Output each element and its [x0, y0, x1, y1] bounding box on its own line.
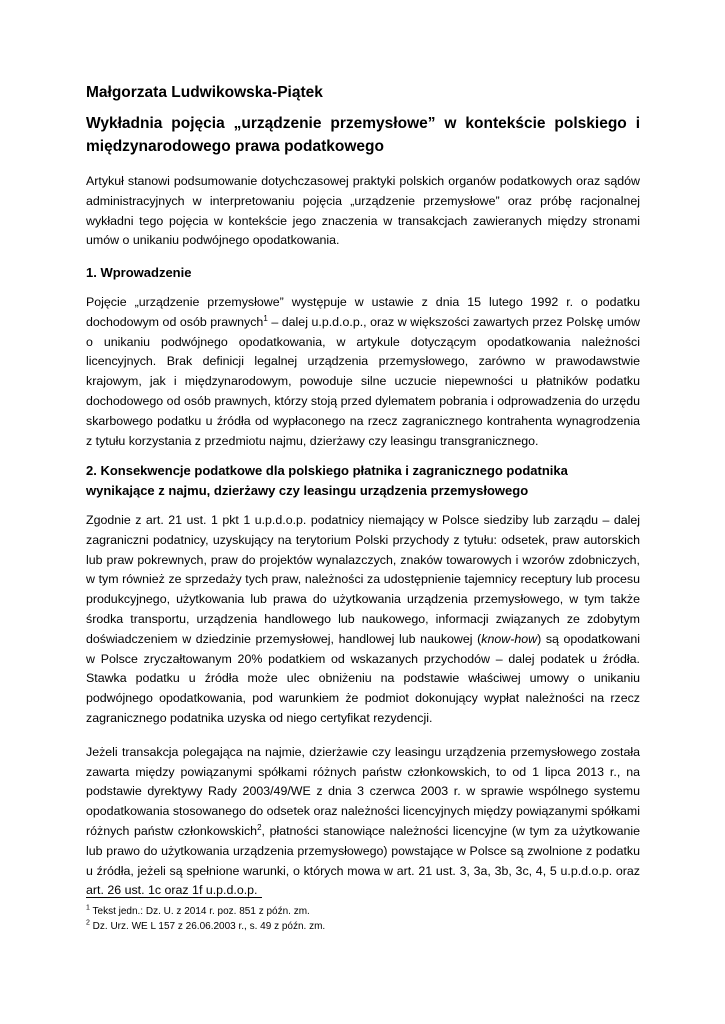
- footnotes: [86, 904, 640, 934]
- section-1-text-a: Pojęcie „urządzenie przemysłowe” występuje w ustawie z dnia 15 lutego 1992 r. o podatku dochodowym od osób prawnych: [86, 294, 640, 329]
- section-2-p1-text-a: Zgodnie z art. 21 ust. 1 pkt 1 u.p.d.o.p. podatnicy niemający w Polsce siedziby lub zarządu – dalej zagraniczni podatnicy, uzyskujący na terytorium Polski przychody z tytułu: odsetek, praw autorskich lub praw pokrewnych, praw do projektów wynalazczych, znaków towarowych i wzorów zdobniczych, w tym również ze sprzedaży tych praw, należności za udostępnienie tajemnicy receptury lub procesu produkcyjnego, użytkowania lub prawa do użytkowania urządzenia przemysłowego, w tym także środka transportu, urządzenia handlowego lub naukowego, informacji związanych ze zdobytym doświadczeniem w dziedzinie przemysłowej, handlowej lub naukowej (: [86, 512, 640, 646]
- section-2-paragraph-2: [86, 743, 640, 901]
- article-title: Wykładnia pojęcia „urządzenie przemysłowe” w kontekście polskiego i międzynarodowego prawa podatkowego: [86, 115, 640, 155]
- footnote-ref-1[interactable]: 1: [263, 313, 268, 323]
- footnote-1: [86, 904, 640, 919]
- section-1-paragraph: [86, 293, 640, 451]
- footnote-number-2: 2: [86, 919, 90, 927]
- footnote-2: [86, 919, 640, 934]
- section-2-p1-text-b: ) są opodatkowani w Polsce zryczałtowanym 20% podatkiem od wskazanych przychodów – dalej podatek u źródła. Stawka podatku u źródła może ulec obniżeniu na podstawie właściwej umowy o unikaniu podwójnego opodatkowania, pod warunkiem że podmiot dokonujący wypłat należności na rzecz zagranicznego podatnika uzyska od niego certyfikat rezydencji.: [86, 631, 640, 725]
- footnote-number-1: 1: [86, 904, 90, 912]
- section-1-text-b: – dalej u.p.d.o.p., oraz w większości zawartych przez Polskę umów o unikaniu podwójnego opodatkowania, w artykule dotyczącym opodatkowania należności licencyjnych. Brak definicji legalnej urządzenia przemysłowego, zarówno w prawodawstwie krajowym, jak i międzynarodowym, powoduje silne uczucie niepewności u płatników podatku dochodowego od osób prawnych, którzy stoją przed dylematem pobrania i odprowadzenia do urzędu skarbowego podatku u źródła od wypłaconego na rzecz zagranicznego kontrahenta wynagrodzenia z tytułu korzystania z przedmiotu najmu, dzierżawy czy leasingu transgranicznego.: [86, 314, 641, 448]
- footnote-text-1: Tekst jedn.: Dz. U. z 2014 r. poz. 851 z późn. zm.: [89, 906, 310, 917]
- section-1-heading: 1. Wprowadzenie: [86, 265, 192, 281]
- footnote-separator: [86, 897, 262, 898]
- footnote-text-2: Dz. Urz. WE L 157 z 26.06.2003 r., s. 49 z późn. zm.: [89, 921, 326, 932]
- footnote-ref-2[interactable]: 2: [257, 822, 262, 832]
- section-2-paragraph-1: [86, 511, 640, 729]
- abstract-paragraph: Artykuł stanowi podsumowanie dotychczasowej praktyki polskich organów podatkowych oraz sądów administracyjnych w interpretowaniu pojęcia „urządzenie przemysłowe” oraz próbę racjonalnej wykładni tego pojęcia w kontekście jego znaczenia w transakcjach zawieranych między stronami umów o unikaniu podwójnego opodatkowania.: [86, 174, 640, 248]
- author-name: Małgorzata Ludwikowska-Piątek: [86, 84, 323, 101]
- document-page: [86, 82, 640, 901]
- know-how-term: know-how: [481, 631, 538, 646]
- section-2-heading: 2. Konsekwencje podatkowe dla polskiego płatnika i zagranicznego podatnika wynikające z najmu, dzierżawy czy leasingu urządzenia przemysłowego: [86, 463, 568, 499]
- section-2-p2-text-a: Jeżeli transakcja polegająca na najmie, dzierżawie czy leasingu urządzenia przemysłowego została zawarta między powiązanymi spółkami różnych państw członkowskich, to od 1 lipca 2013 r., na podstawie dyrektywy Rady 2003/49/WE z dnia 3 czerwca 2003 r. w sprawie wspólnego systemu opodatkowania stosowanego do odsetek oraz należności licencyjnych między powiązanymi spółkami różnych państw członkowskich: [86, 744, 640, 838]
- section-2-p2-text-b: , płatności stanowiące należności licencyjne (w tym za użytkowanie lub prawo do użytkowania urządzenia przemysłowego) powstające w Polsce są zwolnione z podatku u źródła, jeżeli są spełnione warunki, o których mowa w art. 21 ust. 3, 3a, 3b, 3c, 4, 5 u.p.d.o.p. oraz art. 26 ust. 1c oraz 1f u.p.d.o.p.: [86, 823, 640, 898]
